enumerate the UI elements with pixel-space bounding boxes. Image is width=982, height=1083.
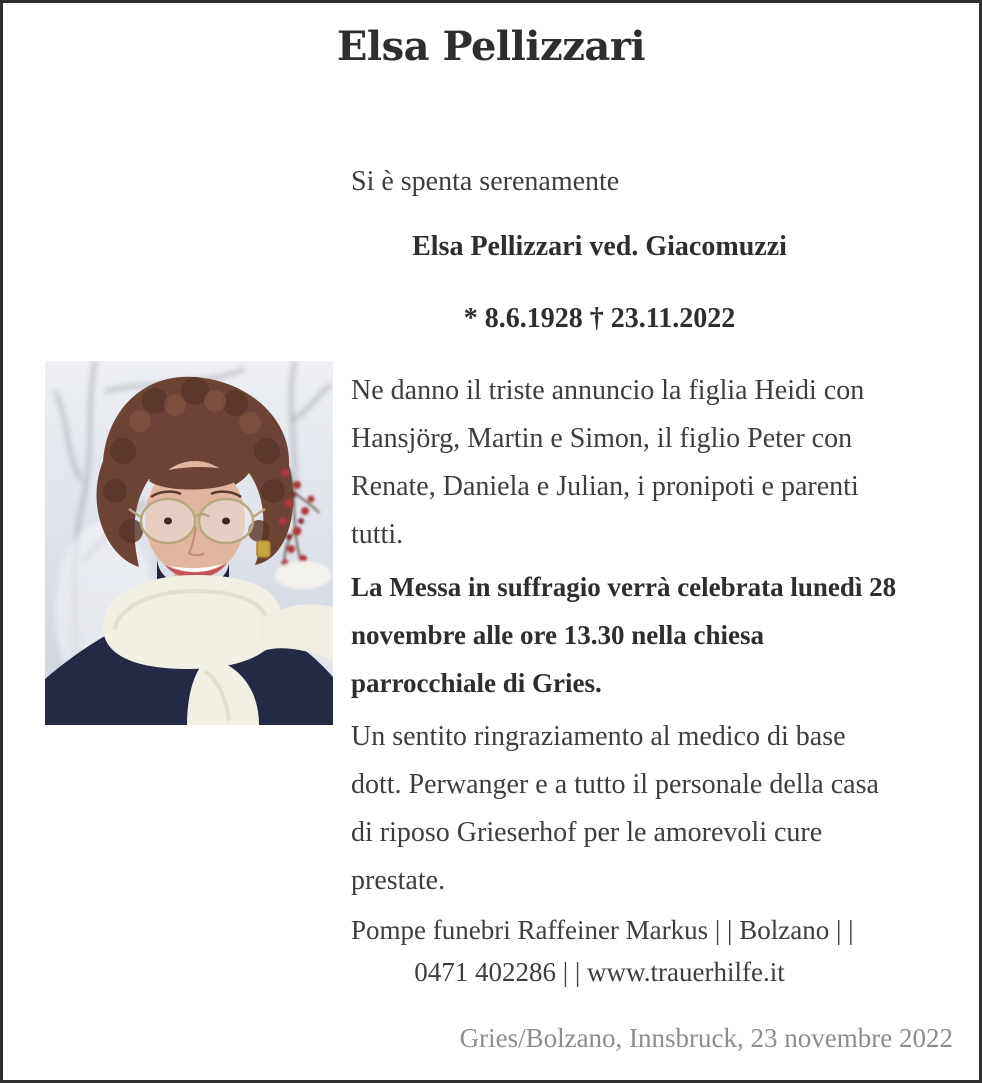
announcement-paragraph (351, 367, 971, 559)
mass-notice-paragraph (351, 563, 971, 707)
mass-line-1: La Messa in suffragio verrà celebrata lunedì 28 (351, 572, 897, 602)
portrait-photo-illustration (45, 361, 333, 725)
thanks-paragraph (351, 713, 971, 905)
announcement-line-3: Renate, Daniela e Julian, i pronipoti e parenti (351, 471, 859, 502)
deceased-name: Elsa Pellizzari ved. Giacomuzzi (412, 231, 787, 262)
announcement-line-2: Hansjörg, Martin e Simon, il figlio Peter con (351, 423, 853, 454)
page-title: Elsa Pellizzari (336, 23, 646, 70)
thanks-line-2: dott. Perwanger e a tutto il personale della casa (351, 769, 879, 800)
portrait-photo (45, 361, 333, 725)
announcement-line-4: tutti. (351, 519, 404, 550)
funeral-home-line-2: 0471 402286 | | www.trauerhilfe.it (414, 957, 785, 987)
mass-line-2: novembre alle ore 13.30 nella chiesa (351, 620, 764, 650)
thanks-line-1: Un sentito ringraziamento al medico di base (351, 721, 846, 752)
mass-line-3: parrocchiale di Gries. (351, 668, 602, 698)
announcement-line-1: Ne danno il triste annuncio la figlia Heidi con (351, 375, 865, 406)
funeral-home-line-1: Pompe funebri Raffeiner Markus | | Bolzano | | (351, 915, 854, 945)
thanks-line-4: prestate. (351, 865, 446, 896)
dateline: Gries/Bolzano, Innsbruck, 23 novembre 2022 (459, 1023, 953, 1053)
funeral-home-info (351, 909, 854, 993)
intro-line: Si è spenta serenamente (351, 166, 620, 197)
life-dates: * 8.6.1928 † 23.11.2022 (463, 303, 736, 334)
thanks-line-3: di riposo Grieserhof per le amorevoli cure (351, 817, 823, 848)
